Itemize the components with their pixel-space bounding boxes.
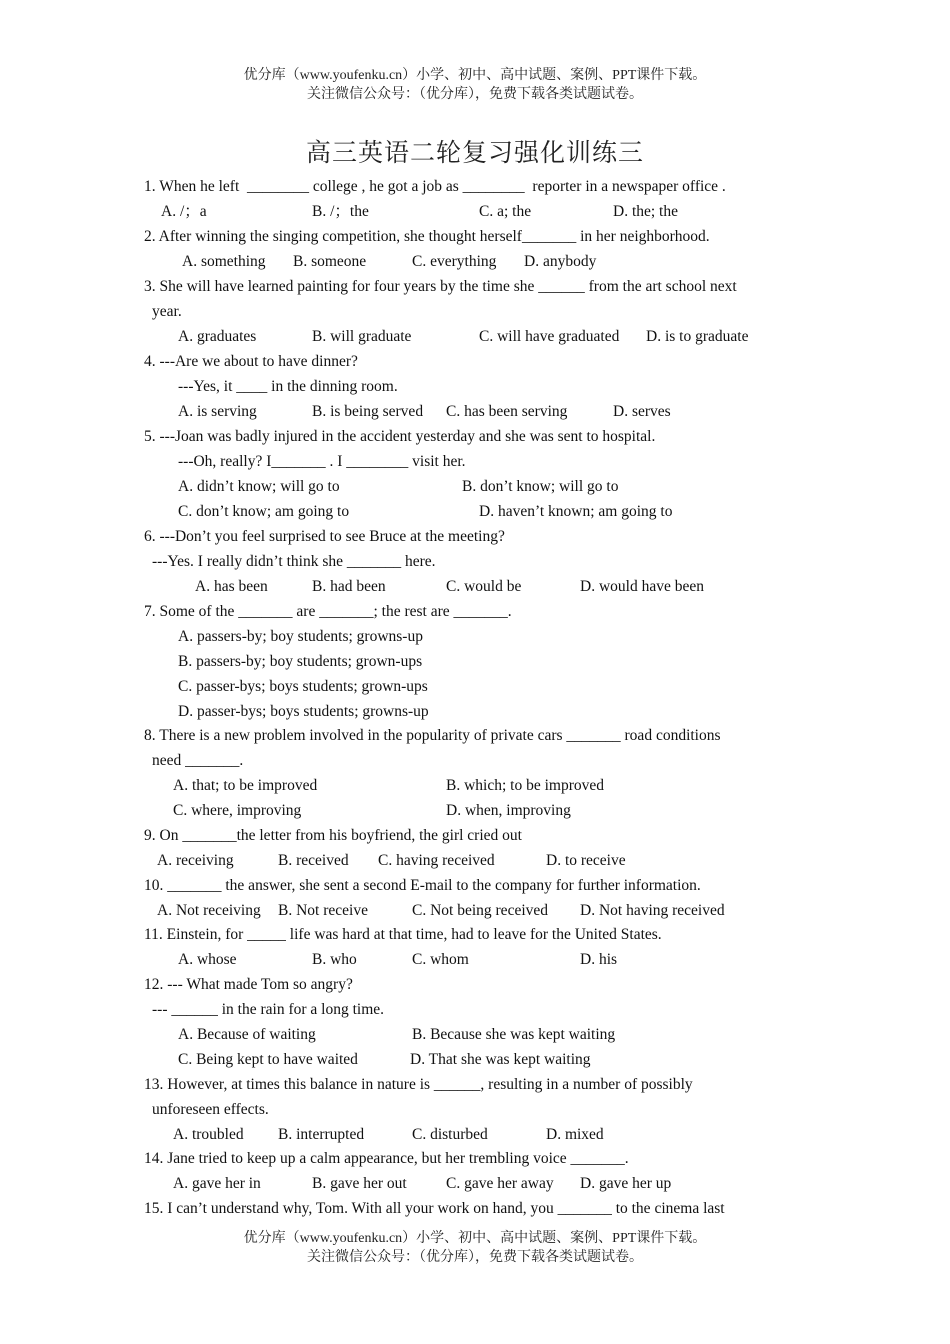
option-a: A. that; to be improved [173, 777, 318, 794]
option-c: C. passer-bys; boys students; grown-ups [178, 678, 428, 695]
option-d: D. passer-bys; boys students; growns-up [178, 703, 429, 720]
question-stem: 10. _______ the answer, she sent a second E-mail to the company for further information. [144, 877, 701, 894]
question-stem: 5. ---Joan was badly injured in the accident yesterday and she was sent to hospital. [144, 428, 656, 445]
page-title: 高三英语二轮复习强化训练三 [305, 140, 644, 167]
option-d: D. when, improving [446, 802, 571, 819]
question-stem: 13. However, at times this balance in nature is ______, resulting in a number of possibly [144, 1076, 693, 1093]
question-stem: 12. --- What made Tom so angry? [144, 976, 353, 993]
option-c: C. whom [412, 951, 469, 968]
option-a: A. /；a [161, 203, 207, 220]
option-b: B. passers-by; boy students; grown-ups [178, 653, 423, 670]
option-d: D. gave her up [580, 1175, 672, 1192]
option-a: A. passers-by; boy students; growns-up [178, 628, 423, 645]
header-line-1: 优分库（www.youfenku.cn）小学、初中、高中试题、案例、PPT课件下载。 [243, 68, 707, 83]
option-a: A. Not receiving [157, 902, 261, 919]
option-a: A. whose [178, 951, 237, 968]
option-d: D. haven’t known; am going to [479, 503, 673, 520]
option-c: C. having received [378, 852, 495, 869]
option-b: B. someone [293, 253, 367, 270]
question-stem: 15. I can’t understand why, Tom. With all your work on hand, you _______ to the cinema last [144, 1200, 725, 1217]
option-b: B. received [278, 852, 349, 869]
option-d: D. mixed [546, 1126, 604, 1143]
option-a: A. has been [195, 578, 268, 595]
option-b: B. Because she was kept waiting [412, 1026, 616, 1043]
question-stem: 11. Einstein, for _____ life was hard at that time, had to leave for the United States. [144, 926, 662, 943]
option-c: C. Not being received [412, 902, 549, 919]
question-stem: 7. Some of the _______ are _______; the rest are _______. [144, 603, 512, 620]
option-d: D. serves [613, 403, 671, 420]
option-c: C. disturbed [412, 1126, 488, 1143]
option-d: D. would have been [580, 578, 704, 595]
question-stem: 4. ---Are we about to have dinner? [144, 353, 358, 370]
option-a: A. receiving [157, 852, 234, 869]
option-c: C. don’t know; am going to [178, 503, 350, 520]
option-d: D. is to graduate [646, 328, 749, 345]
option-b: B. who [312, 951, 357, 968]
question-stem: 1. When he left ________ college , he got a job as ________ reporter in a newspaper office . [144, 178, 726, 195]
option-d: D. the; the [613, 203, 678, 220]
option-a: A. troubled [173, 1126, 244, 1143]
question-stem: 3. She will have learned painting for four years by the time she ______ from the art school next [144, 278, 737, 295]
option-d: D. That she was kept waiting [410, 1051, 591, 1068]
footer-line-2: 关注微信公众号：（优分库），免费下载各类试题试卷。 [307, 1250, 643, 1265]
option-c: C. everything [412, 253, 497, 270]
option-c: C. gave her away [446, 1175, 554, 1192]
option-b: B. will graduate [312, 328, 412, 345]
option-c: C. where, improving [173, 802, 302, 819]
option-b: B. which; to be improved [446, 777, 604, 794]
option-d: D. anybody [524, 253, 597, 270]
question-stem: 9. On _______the letter from his boyfriend, the girl cried out [144, 827, 522, 844]
question-stem-cont: ---Yes, it ____ in the dinning room. [178, 378, 398, 395]
question-stem-cont: --- ______ in the rain for a long time. [152, 1001, 385, 1018]
option-a: A. something [182, 253, 266, 270]
option-a: A. didn’t know; will go to [178, 478, 340, 495]
question-stem: 2. After winning the singing competition, she thought herself_______ in her neighborhood. [144, 228, 710, 245]
option-c: C. a; the [479, 203, 532, 220]
option-d: D. to receive [546, 852, 626, 869]
option-a: A. gave her in [173, 1175, 261, 1192]
question-stem-cont: year. [152, 303, 182, 320]
option-b: B. gave her out [312, 1175, 407, 1192]
option-a: A. Because of waiting [178, 1026, 316, 1043]
question-stem-cont: ---Oh, really? I_______ . I ________ visit her. [178, 453, 466, 470]
option-a: A. graduates [178, 328, 257, 345]
question-stem-cont: need _______. [152, 752, 244, 769]
option-c: C. has been serving [446, 403, 568, 420]
option-b: B. don’t know; will go to [462, 478, 619, 495]
option-c: C. Being kept to have waited [178, 1051, 358, 1068]
option-a: A. is serving [178, 403, 257, 420]
question-stem: 14. Jane tried to keep up a calm appearance, but her trembling voice _______. [144, 1150, 629, 1167]
option-d: D. his [580, 951, 618, 968]
option-c: C. will have graduated [479, 328, 620, 345]
option-b: B. had been [312, 578, 386, 595]
option-d: D. Not having received [580, 902, 725, 919]
option-b: B. is being served [312, 403, 424, 420]
option-b: B. interrupted [278, 1126, 365, 1143]
question-stem: 8. There is a new problem involved in the popularity of private cars _______ road conditions [144, 727, 721, 744]
header-line-2: 关注微信公众号：（优分库），免费下载各类试题试卷。 [307, 87, 643, 102]
footer-line-1: 优分库（www.youfenku.cn）小学、初中、高中试题、案例、PPT课件下载。 [243, 1231, 707, 1246]
question-stem: 6. ---Don’t you feel surprised to see Bruce at the meeting? [144, 528, 505, 545]
option-b: B. Not receive [278, 902, 368, 919]
question-stem-cont: unforeseen effects. [152, 1101, 269, 1118]
question-stem-cont: ---Yes. I really didn’t think she _______ here. [152, 553, 436, 570]
option-b: B. /；the [312, 203, 369, 220]
option-c: C. would be [446, 578, 522, 595]
